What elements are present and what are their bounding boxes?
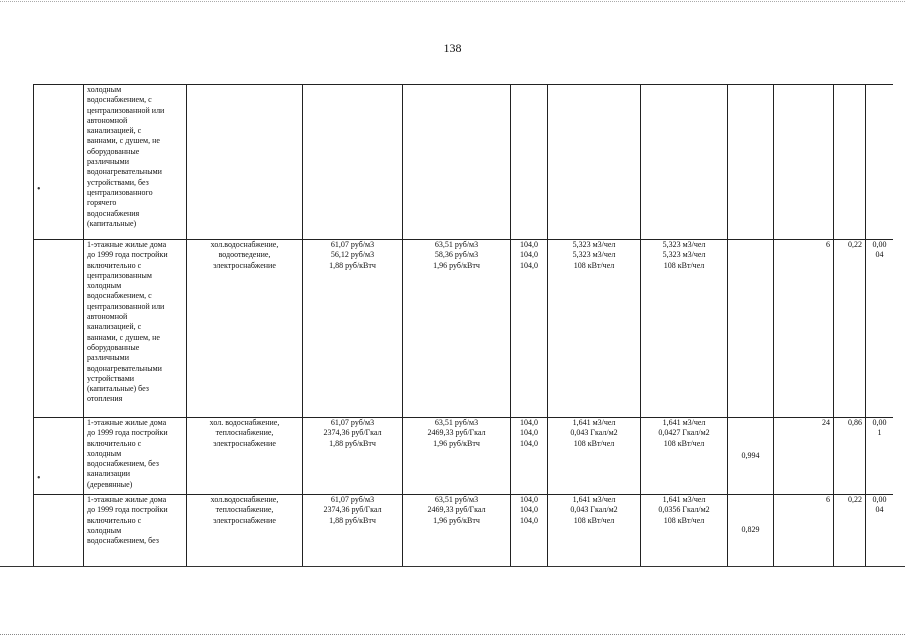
table-row [34,240,894,418]
housing-type-cell-line: (капитальные) без [87,384,149,394]
housing-type-cell-line: 1-этажные жилые дома [87,418,167,427]
housing-type-cell-line: централизованной или [87,105,165,115]
tariff-new-cell-line: 1,96 руб/кВтч [433,260,480,270]
services-cell [187,495,303,567]
tariff-cell-line: 1,88 руб/кВтч [329,260,376,270]
housing-type-cell-line: водоснабжения [87,208,140,218]
index-cell-line: 104,0 [520,515,538,525]
tariff-new-cell-line: 63,51 руб/м3 [434,240,479,249]
norm-cell-line: 108 кВт/чел [573,438,615,448]
tariff-new-cell-line: 63,51 руб/м3 [434,418,479,427]
norm-cell-line: 0,043 Гкал/м2 [570,428,618,438]
housing-type-cell-line: включительно с [87,515,142,525]
tariff-table [33,84,893,566]
services-cell-line: теплоснабжение, [215,505,274,515]
housing-type-cell-line: (капитальные) [87,218,137,228]
norm-cell-line: 5,323 м3/чел [572,240,616,249]
index-cell [511,85,548,240]
housing-type-cell-line: различными [87,353,130,363]
norm-cell-line: 1,641 м3/чел [572,495,616,504]
housing-type-cell-line: водонагревательными [87,363,162,373]
share-cell: 0,22 [834,495,866,567]
housing-type-cell-line: холодным [87,448,122,458]
services-cell-line: электроснабжение [213,515,276,525]
housing-type-cell-line: централизованного [87,187,153,197]
tariff-cell [303,418,403,495]
index-cell-line: 104,0 [520,418,538,427]
housing-type-cell-line: водонагревательными [87,167,162,177]
housing-type-cell-line: водоснабжением, с [87,291,152,301]
norm-new-cell [641,85,728,240]
norm-cell-line: 1,641 м3/чел [572,418,616,427]
housing-type-cell-line: водоснабжением, без [87,536,159,546]
norm-new-cell [641,240,728,418]
services-cell-line: теплоснабжение, [215,428,274,438]
housing-type-cell-line: канализацией, с [87,322,142,332]
tariff-new-cell-line: 2469,33 руб/Гкал [427,428,486,438]
tariff-cell-line: 1,88 руб/кВтч [329,515,376,525]
norm-new-cell-line: 5,323 м3/чел [662,250,706,260]
housing-type-cell-line: канализацией, с [87,126,142,136]
last-value-cell [866,240,894,418]
norm-cell [548,495,641,567]
norm-cell-line: 5,323 м3/чел [572,250,616,260]
housing-type-cell-line: водоснабжением, без [87,459,159,469]
number-cell [34,495,84,567]
services-cell [187,418,303,495]
share-cell [834,85,866,240]
number-cell [34,240,84,418]
tariff-cell [303,240,403,418]
tariff-new-cell [403,495,511,567]
services-cell-line: электроснабжение [213,438,276,448]
tariff-new-cell-line: 2469,33 руб/Гкал [427,505,486,515]
coefficient-cell [728,85,774,240]
housing-type-cell-line: устройствами, без [87,177,149,187]
tariff-new-cell [403,418,511,495]
last-value-cell-line: 0,00 [872,495,887,504]
persons-cell: 6 [774,240,834,418]
scan-top-edge [0,1,905,2]
index-cell-line: 104,0 [520,250,538,260]
persons-cell: 24 [774,418,834,495]
housing-type-cell-line: оборудованные [87,146,140,156]
table-row [34,418,894,495]
norm-cell-line: 108 кВт/чел [573,260,615,270]
housing-type-cell-line: до 1999 года постройки [87,505,168,515]
norm-new-cell [641,495,728,567]
housing-type-cell-line: оборудованные [87,342,140,352]
index-cell [511,495,548,567]
tariff-cell-line: 61,07 руб/м3 [330,495,375,504]
housing-type-cell [84,418,187,495]
norm-new-cell-line: 1,641 м3/чел [662,418,706,427]
last-value-cell-line: 1 [877,428,882,438]
housing-type-cell-line: включительно с [87,438,142,448]
services-cell-line: хол.водоснабжение, [210,495,279,504]
housing-type-cell-line: ваннами, с душем, не [87,136,160,146]
services-cell-line: водоотведение, [218,250,271,260]
last-value-cell [866,85,894,240]
housing-type-cell-line: автономной [87,115,128,125]
index-cell-line: 104,0 [520,438,538,448]
coefficient-cell: 0,994 [728,418,774,495]
persons-cell: 6 [774,495,834,567]
index-cell-line: 104,0 [520,495,538,504]
services-cell-line: электроснабжение [213,260,276,270]
housing-type-cell-line: включительно с [87,260,142,270]
norm-cell [548,85,641,240]
housing-type-cell-line: ваннами, с душем, не [87,332,160,342]
last-value-cell-line: 0,00 [872,418,887,427]
housing-type-cell-line: 1-этажные жилые дома [87,495,167,504]
index-cell-line: 104,0 [520,260,538,270]
tariff-cell-line: 2374,36 руб/Гкал [323,428,382,438]
housing-type-cell [84,495,187,567]
housing-type-cell-line: до 1999 года постройки [87,250,168,260]
norm-new-cell-line: 0,0427 Гкал/м2 [658,428,710,438]
last-value-cell [866,495,894,567]
norm-cell [548,240,641,418]
tariff-cell [303,85,403,240]
housing-type-cell-line: горячего [87,198,117,208]
housing-type-cell-line: отопления [87,394,123,404]
norm-cell [548,418,641,495]
housing-type-cell-line: устройствами [87,373,135,383]
housing-type-cell-line: холодным [87,85,122,94]
housing-type-cell-line: автономной [87,312,128,322]
table-body [34,85,894,567]
housing-type-cell-line: канализации [87,469,131,479]
index-cell [511,240,548,418]
norm-new-cell-line: 5,323 м3/чел [662,240,706,249]
tariff-new-cell [403,85,511,240]
housing-type-cell-line: холодным [87,281,122,291]
norm-new-cell-line: 108 кВт/чел [663,260,705,270]
last-value-cell-line: 0,00 [872,240,887,249]
housing-type-cell [84,240,187,418]
index-cell-line: 104,0 [520,240,538,249]
scan-bottom-edge [0,634,905,635]
housing-type-cell-line: холодным [87,525,122,535]
coefficient-cell [728,240,774,418]
norm-new-cell-line: 1,641 м3/чел [662,495,706,504]
scan-mark: • [37,473,41,484]
tariff-new-cell-line: 63,51 руб/м3 [434,495,479,504]
norm-new-cell-line: 108 кВт/чел [663,438,705,448]
persons-cell [774,85,834,240]
services-cell [187,85,303,240]
last-value-cell-line: 04 [875,505,884,515]
index-cell-line: 104,0 [520,505,538,515]
last-value-cell-line: 04 [875,250,884,260]
housing-type-cell-line: (деревянные) [87,479,133,489]
tariff-cell-line: 56,12 руб/м3 [330,250,375,260]
housing-type-cell-line: водоснабжением, с [87,95,152,105]
norm-cell-line: 108 кВт/чел [573,515,615,525]
housing-type-cell-line: до 1999 года постройки [87,428,168,438]
scan-mark: • [37,184,41,195]
index-cell-line: 104,0 [520,428,538,438]
tariff-cell [303,495,403,567]
index-cell [511,418,548,495]
norm-cell-line: 0,043 Гкал/м2 [570,505,618,515]
tariff-new-cell-line: 1,96 руб/кВтч [433,438,480,448]
housing-type-cell [84,85,187,240]
page-footer-rule [0,566,905,567]
services-cell-line: хол.водоснабжение, [210,240,279,249]
last-value-cell [866,418,894,495]
tariff-cell-line: 1,88 руб/кВтч [329,438,376,448]
norm-new-cell [641,418,728,495]
services-cell-line: хол. водоснабжение, [209,418,280,427]
share-cell: 0,86 [834,418,866,495]
tariff-cell-line: 61,07 руб/м3 [330,418,375,427]
norm-new-cell-line: 0,0356 Гкал/м2 [658,505,710,515]
norm-new-cell-line: 108 кВт/чел [663,515,705,525]
number-cell [34,418,84,495]
page-number: 138 [443,41,462,55]
table-row [34,85,894,240]
services-cell [187,240,303,418]
share-cell: 0,22 [834,240,866,418]
tariff-new-cell-line: 58,36 руб/м3 [434,250,479,260]
tariff-cell-line: 2374,36 руб/Гкал [323,505,382,515]
tariff-table-container [33,84,893,566]
tariff-new-cell [403,240,511,418]
housing-type-cell-line: различными [87,157,130,167]
housing-type-cell-line: 1-этажные жилые дома [87,240,167,249]
housing-type-cell-line: централизованной или [87,301,165,311]
housing-type-cell-line: централизованным [87,270,152,280]
coefficient-cell: 0,829 [728,495,774,567]
tariff-new-cell-line: 1,96 руб/кВтч [433,515,480,525]
tariff-cell-line: 61,07 руб/м3 [330,240,375,249]
table-row [34,495,894,567]
number-cell [34,85,84,240]
